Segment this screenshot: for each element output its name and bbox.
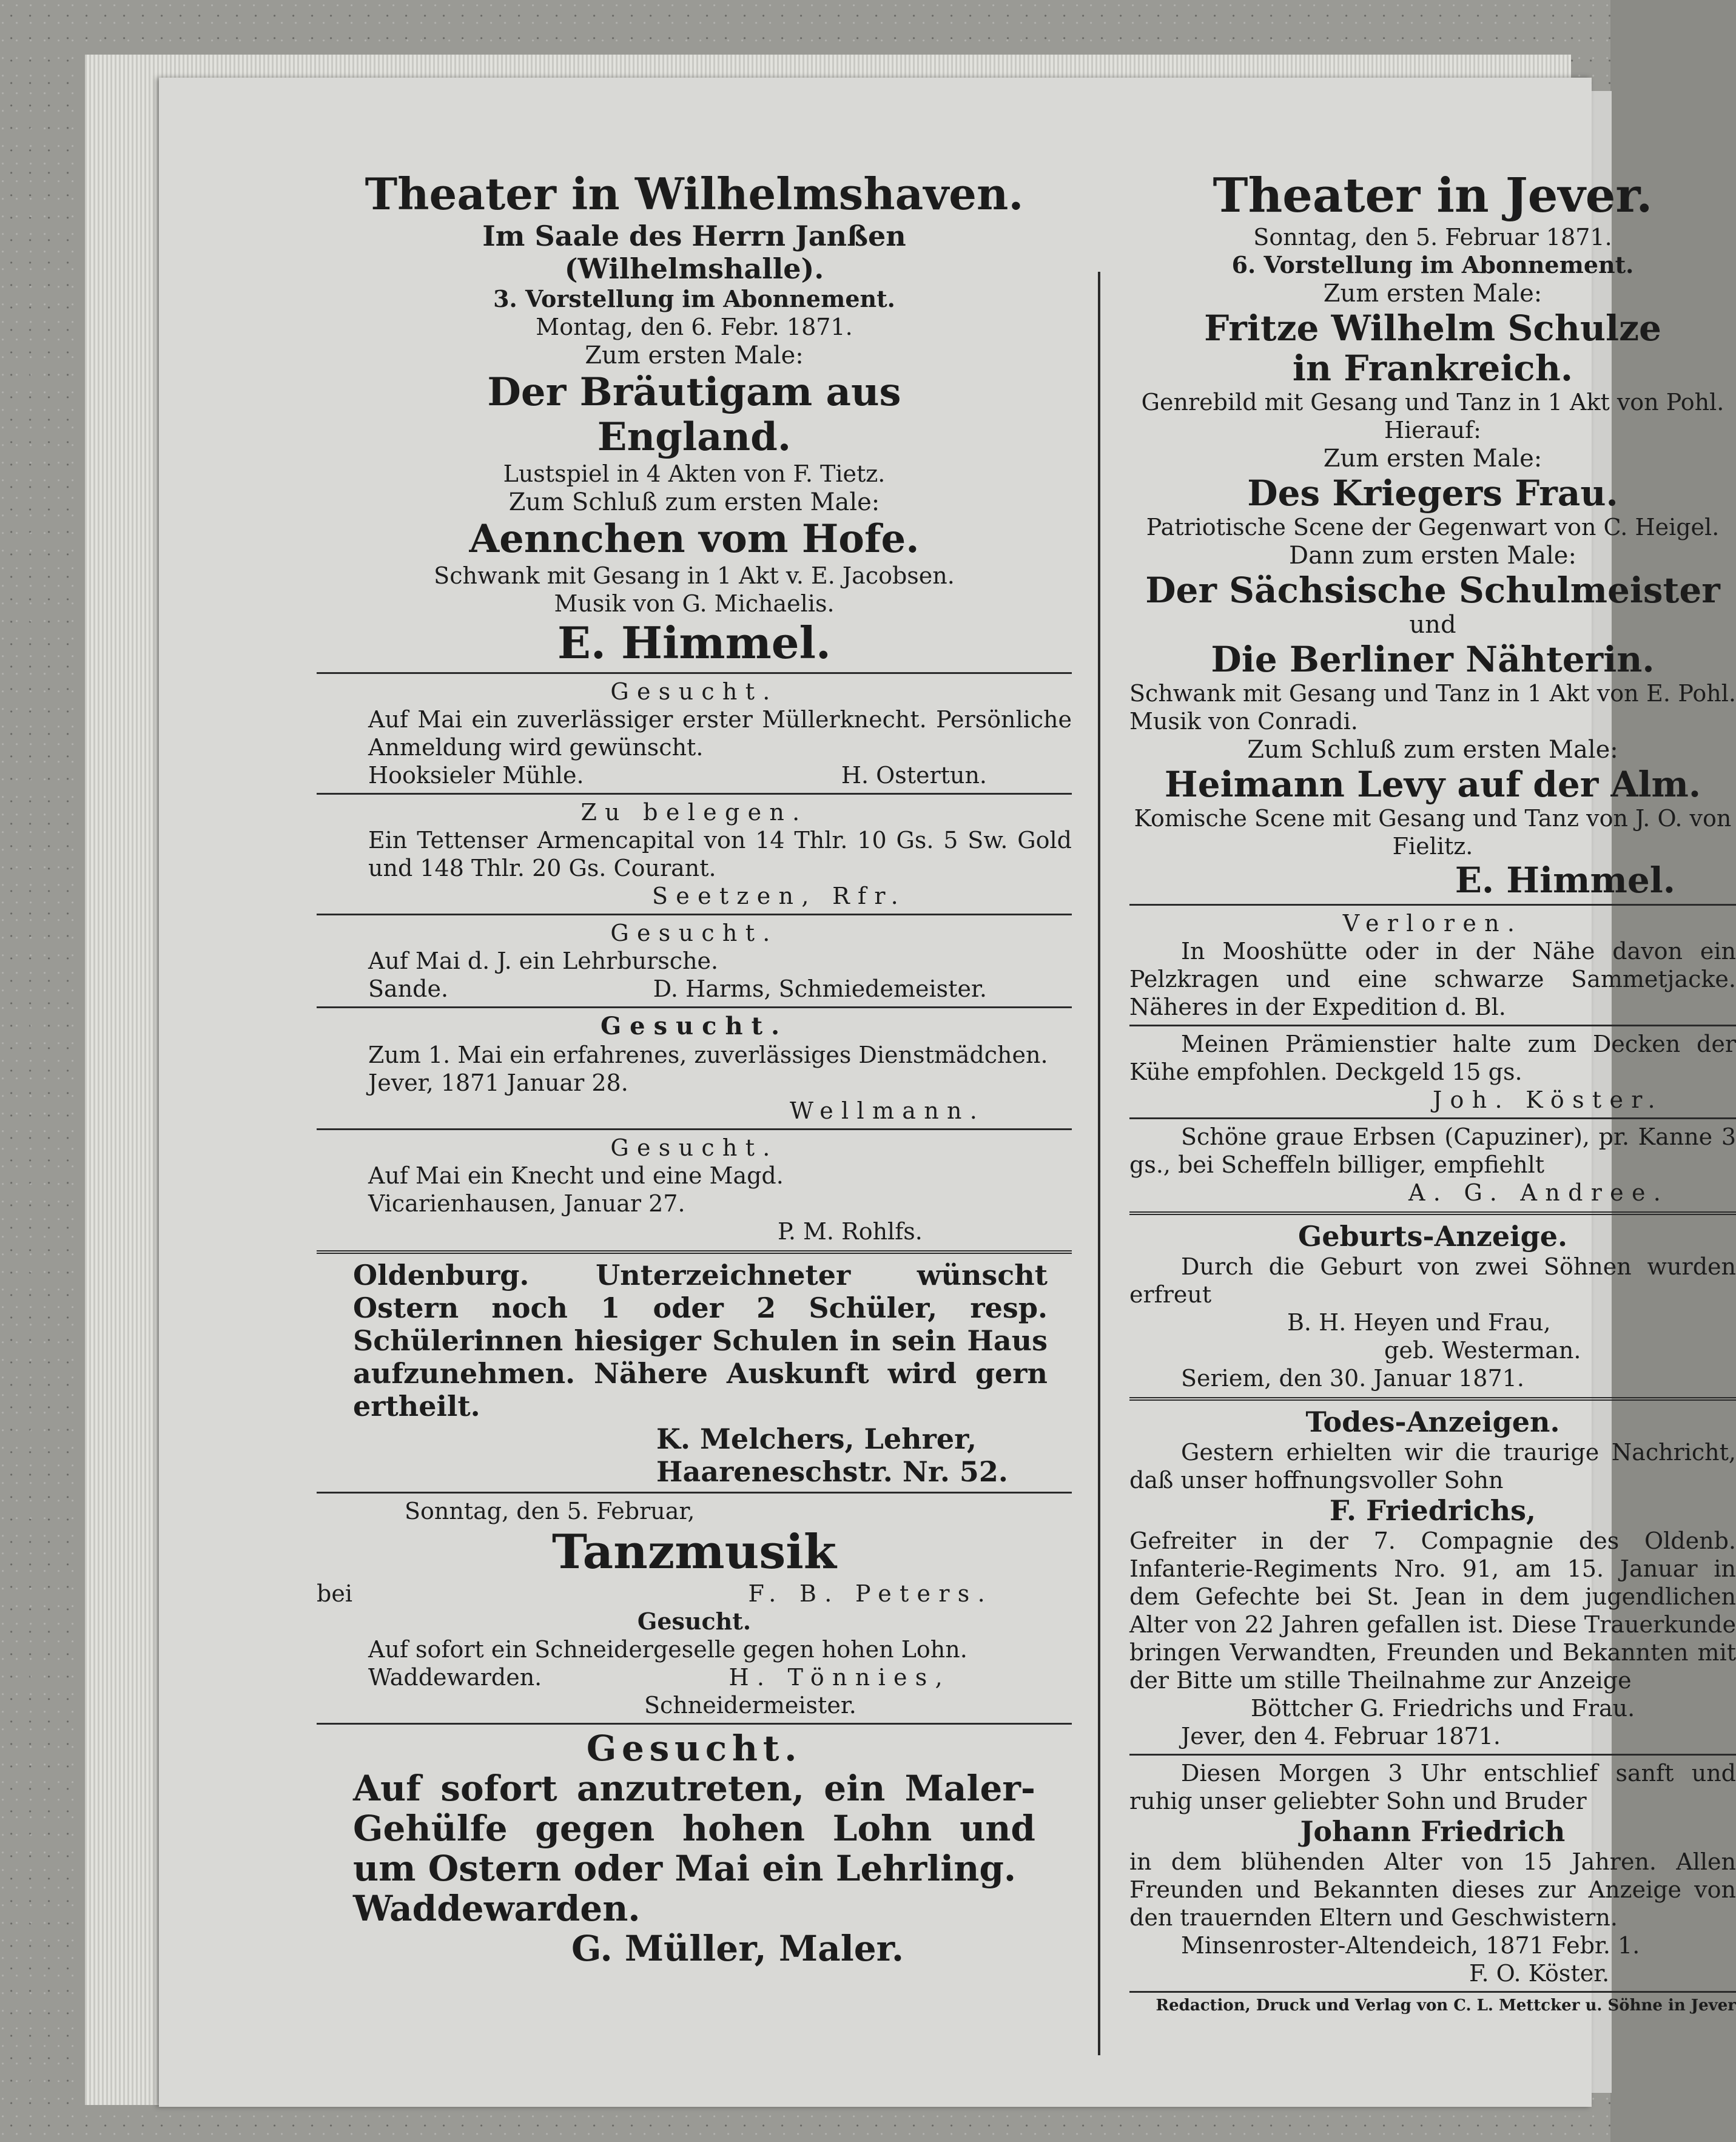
ad-todes-anzeigen bbox=[1129, 1406, 1736, 1750]
ad-body: Ein Tettenser Armencapital von 14 Thlr. 10 Gs. 5 Sw. Gold und 148 Thlr. 20 Gs. Courant. bbox=[368, 827, 1072, 881]
divider bbox=[1129, 1397, 1736, 1401]
ad-body: Auf sofort anzutreten, ein Maler-Gehülfe gegen hohen Lohn und um Ostern oder Mai ein Lehrling. bbox=[353, 1768, 1035, 1889]
ad-body: Zum 1. Mai ein erfahrenes, zuverlässiges Dienstmädchen. bbox=[368, 1042, 1048, 1068]
ad-heading: Gesucht. bbox=[610, 920, 778, 946]
ad-armencapital bbox=[317, 798, 1072, 910]
play-2-subtitle: Schwank mit Gesang in 1 Akt v. E. Jacobsen. bbox=[434, 562, 955, 589]
divider bbox=[317, 1723, 1072, 1725]
performance-date: Sonntag, den 5. Februar 1871. bbox=[1253, 224, 1612, 251]
divider bbox=[1129, 1991, 1736, 1993]
ad-praemienstier bbox=[1129, 1030, 1736, 1114]
play-title: Fritze Wilhelm Schulze bbox=[1204, 308, 1661, 349]
first-time-label-3: Dann zum ersten Male: bbox=[1289, 542, 1576, 570]
ad-signature: Wellmann. bbox=[790, 1097, 986, 1124]
divider bbox=[317, 1006, 1072, 1008]
ad-body: Auf sofort ein Schneidergeselle gegen hohen Lohn. bbox=[368, 1636, 967, 1663]
column-rule bbox=[1098, 272, 1100, 2055]
ad-place: Sande. bbox=[368, 975, 449, 1002]
play-subtitle: Genrebild mit Gesang und Tanz in 1 Akt von Pohl. bbox=[1141, 389, 1724, 416]
event-host: F. B. Peters. bbox=[748, 1580, 993, 1607]
imprint-footer: Redaction, Druck und Verlag von C. L. Mettcker u. Söhne in Jever bbox=[1156, 1996, 1736, 2015]
ad-heading: Todes-Anzeigen. bbox=[1305, 1406, 1560, 1438]
play-title-3: Der Sächsische Schulmeister bbox=[1145, 570, 1720, 611]
closing-label: Zum Schluß zum ersten Male: bbox=[1247, 736, 1618, 764]
ad-signature: H. Tönnies, bbox=[728, 1664, 950, 1691]
closing-label: Zum Schluß zum ersten Male: bbox=[508, 488, 880, 516]
play-title-cont: in Frankreich. bbox=[1292, 348, 1573, 389]
play-title-2: Aennchen vom Hofe. bbox=[469, 516, 920, 562]
performance-date: Montag, den 6. Febr. 1871. bbox=[536, 314, 853, 340]
ad-heading: Gesucht. bbox=[610, 678, 778, 705]
divider bbox=[1129, 1025, 1736, 1026]
theater-title: Theater in Wilhelmshaven. bbox=[365, 168, 1024, 220]
play-title-2: Des Kriegers Frau. bbox=[1247, 473, 1618, 514]
ad-schneidergeselle bbox=[317, 1608, 1072, 1719]
ad-signature: G. Müller, Maler. bbox=[571, 1928, 904, 1969]
ad-theater-jever bbox=[1129, 169, 1736, 900]
play-2-music: Musik von G. Michaelis. bbox=[554, 590, 835, 617]
play-title: Der Bräutigam aus bbox=[487, 369, 901, 415]
deceased-name: Johann Friedrich bbox=[1300, 1815, 1566, 1848]
play-subtitle: Lustspiel in 4 Akten von F. Tietz. bbox=[503, 460, 886, 487]
ad-body: Auf Mai d. J. ein Lehrbursche. bbox=[368, 948, 719, 974]
divider bbox=[317, 1128, 1072, 1130]
ad-signature-title: Schneidermeister. bbox=[644, 1692, 856, 1719]
and-label: und bbox=[1409, 611, 1456, 639]
play-2-subtitle: Patriotische Scene der Gegenwart von C. Heigel. bbox=[1146, 514, 1720, 541]
ad-geburts-anzeige bbox=[1129, 1220, 1736, 1392]
event-date: Sonntag, den 5. Februar, bbox=[405, 1498, 695, 1524]
venue-name: (Wilhelmshalle). bbox=[564, 252, 824, 285]
ad-heading: Gesucht. bbox=[586, 1728, 802, 1769]
ad-signature: Böttcher G. Friedrichs und Frau. bbox=[1251, 1695, 1635, 1722]
ad-heading: Gesucht. bbox=[600, 1012, 789, 1040]
ad-lehrbursche bbox=[317, 919, 1072, 1003]
ad-todes-anzeige-2 bbox=[1129, 1759, 1736, 1987]
play-title-4: Die Berliner Nähterin. bbox=[1211, 639, 1655, 680]
right-column bbox=[1129, 169, 1736, 2015]
ad-verloren bbox=[1129, 909, 1736, 1021]
ad-signature: Seetzen, Rfr. bbox=[651, 883, 907, 909]
then-label: Hierauf: bbox=[1384, 417, 1481, 443]
ad-signature-cont: geb. Westerman. bbox=[1384, 1337, 1581, 1364]
divider bbox=[317, 914, 1072, 915]
ad-address: Haareneschstr. Nr. 52. bbox=[656, 1455, 1008, 1488]
ad-tanzmusik bbox=[317, 1497, 1072, 1608]
ad-place: Jever, 1871 Januar 28. bbox=[368, 1069, 628, 1096]
ad-place: Jever, den 4. Februar 1871. bbox=[1181, 1723, 1501, 1750]
ad-signature: B. H. Heyen und Frau, bbox=[1287, 1309, 1551, 1336]
ad-body: Schöne graue Erbsen (Capuziner), pr. Kanne 3 gs., bei Scheffeln billiger, empfiehlt bbox=[1129, 1123, 1736, 1178]
ad-place: Seriem, den 30. Januar 1871. bbox=[1181, 1365, 1524, 1392]
ad-erbsen bbox=[1129, 1123, 1736, 1207]
ad-body-intro: Diesen Morgen 3 Uhr entschlief sanft und ruhig unser geliebter Sohn und Bruder bbox=[1129, 1760, 1736, 1814]
ad-heading: Geburts-Anzeige. bbox=[1297, 1220, 1568, 1253]
ad-heading: Verloren. bbox=[1342, 910, 1523, 937]
event-at: bei bbox=[317, 1580, 352, 1607]
ad-body: Meinen Prämienstier halte zum Decken der Kühe empfohlen. Deckgeld 15 gs. bbox=[1129, 1031, 1736, 1085]
ad-body: Gefreiter in der 7. Compagnie des Oldenb. Infanterie-Regiments Nro. 91, am 15. Januar in dem Gefechte bei St. Jean in dem jugendlichen Alter von 22 Jahren gefallen ist. Diese Trauerkunde bringen Verwandten, Freunden und Bekannten mit der Bitte um stille Theilnahme zur Anzeige bbox=[1129, 1527, 1736, 1694]
ad-signature: K. Melchers, Lehrer, bbox=[656, 1423, 977, 1455]
ad-heading: Gesucht. bbox=[610, 1134, 778, 1161]
first-time-label-2: Zum ersten Male: bbox=[1323, 445, 1543, 473]
divider bbox=[317, 1492, 1072, 1494]
left-column bbox=[317, 169, 1072, 1969]
divider bbox=[317, 672, 1072, 674]
divider bbox=[1129, 1754, 1736, 1756]
ad-heading: Zu belegen. bbox=[580, 799, 808, 826]
event-title: Tanzmusik bbox=[552, 1524, 836, 1580]
ad-body-intro: Gestern erhielten wir die traurige Nachricht, daß unser hoffnungsvoller Sohn bbox=[1129, 1439, 1736, 1494]
ad-dienstmaedchen bbox=[317, 1012, 1072, 1125]
ad-body: in dem blühenden Alter von 15 Jahren. Allen Freunden und Bekannten dieses zur Anzeige von den trauernden Eltern und Geschwistern. bbox=[1129, 1848, 1736, 1931]
theater-title: Theater in Jever. bbox=[1213, 168, 1653, 223]
ad-place: Waddewarden. bbox=[368, 1664, 542, 1691]
newspaper-page bbox=[159, 78, 1736, 2107]
ad-signature: F. O. Köster. bbox=[1469, 1960, 1610, 1987]
director-signature: E. Himmel. bbox=[557, 617, 831, 669]
play-title-5: Heimann Levy auf der Alm. bbox=[1164, 764, 1701, 805]
divider bbox=[1129, 1117, 1736, 1119]
ad-signature: P. M. Rohlfs. bbox=[778, 1218, 923, 1245]
divider bbox=[1129, 1211, 1736, 1215]
ad-place: Waddewarden. bbox=[353, 1888, 641, 1929]
performance-number: 3. Vorstellung im Abonnement. bbox=[493, 285, 895, 312]
play-title-cont: England. bbox=[597, 414, 792, 460]
ad-place: Minsenroster-Altendeich, 1871 Febr. 1. bbox=[1181, 1932, 1640, 1959]
ad-theater-wilhelmshaven bbox=[317, 169, 1072, 669]
ad-place: Vicarienhausen, Januar 27. bbox=[368, 1190, 685, 1217]
ad-signature: D. Harms, Schmiedemeister. bbox=[653, 975, 987, 1002]
performance-number: 6. Vorstellung im Abonnement. bbox=[1231, 251, 1634, 278]
divider bbox=[317, 793, 1072, 795]
ad-body: Auf Mai ein Knecht und eine Magd. bbox=[368, 1162, 784, 1189]
ad-body: In Mooshütte oder in der Nähe davon ein Pelzkragen und eine schwarze Sammetjacke. Näheres in der Expedition d. Bl. bbox=[1129, 938, 1736, 1020]
play-4-subtitle: Schwank mit Gesang und Tanz in 1 Akt von E. Pohl. Musik von Conradi. bbox=[1129, 680, 1736, 735]
ad-schueler bbox=[317, 1259, 1072, 1488]
ad-place: Hooksieler Mühle. bbox=[368, 762, 584, 789]
ad-signature: A. G. Andree. bbox=[1408, 1179, 1669, 1206]
play-5-subtitle: Komische Scene mit Gesang und Tanz von J. O. von Fielitz. bbox=[1134, 805, 1732, 860]
ad-body: Oldenburg. Unterzeichneter wünscht Ostern noch 1 oder 2 Schüler, resp. Schülerinnen hiesiger Schulen in sein Haus aufzunehmen. Nähere Auskunft wird gern ertheilt. bbox=[353, 1259, 1048, 1423]
first-time-label: Zum ersten Male: bbox=[1323, 280, 1543, 308]
divider bbox=[317, 1250, 1072, 1254]
ad-signature: H. Ostertun. bbox=[841, 762, 987, 789]
deceased-name: F. Friedrichs, bbox=[1329, 1494, 1536, 1527]
first-time-label: Zum ersten Male: bbox=[585, 342, 804, 369]
ad-body: Auf Mai ein zuverlässiger erster Müllerknecht. Persönliche Anmeldung wird gewünscht. bbox=[368, 706, 1072, 761]
ad-muellerknecht bbox=[317, 678, 1072, 789]
ad-heading: Gesucht. bbox=[637, 1608, 752, 1635]
ad-body: Durch die Geburt von zwei Söhnen wurden erfreut bbox=[1129, 1253, 1736, 1308]
ad-knecht-magd bbox=[317, 1134, 1072, 1245]
ad-maler-gehuelfe bbox=[317, 1728, 1072, 1969]
divider bbox=[1129, 904, 1736, 906]
director-signature: E. Himmel. bbox=[1455, 860, 1675, 901]
venue-line: Im Saale des Herrn Janßen bbox=[482, 220, 906, 252]
ad-signature: Joh. Köster. bbox=[1433, 1086, 1663, 1113]
